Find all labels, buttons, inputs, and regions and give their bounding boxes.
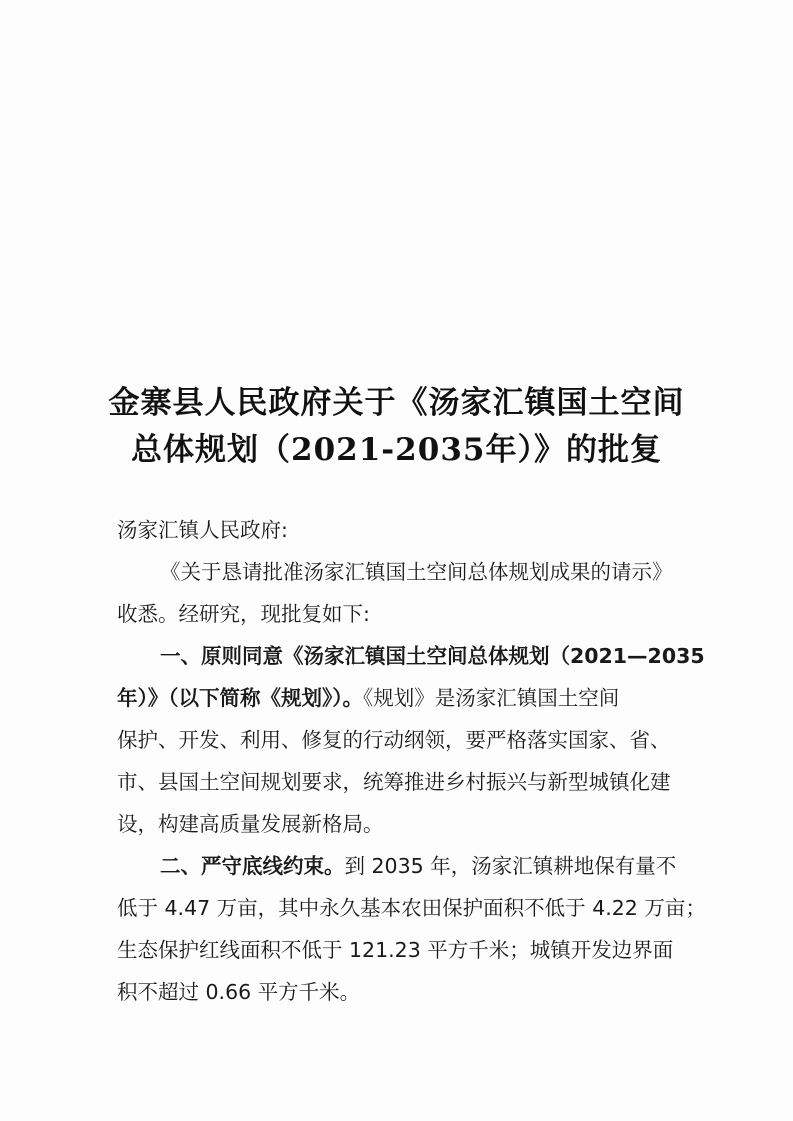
document-title-line-2: 总体规划（2021-2035年）》的批复 — [131, 432, 662, 468]
section-2-text-line-1: 到 2035 年，汤家汇镇耕地保有量不 — [344, 854, 677, 878]
section-1-line-4: 市、县国土空间规划要求，统筹推进乡村振兴与新型城镇化建 — [117, 770, 671, 794]
document-title-line-1: 金寨县人民政府关于《汤家汇镇国土空间 — [108, 385, 685, 421]
section-1-line-3: 保护、开发、利用、修复的行动纲领，要严格落实国家、省、 — [117, 728, 671, 752]
intro-line-2: 收悉。经研究，现批复如下: — [117, 602, 370, 626]
section-1-line-5: 设，构建高质量发展新格局。 — [117, 812, 384, 836]
section-1-heading-line-2: 年）》（以下简称《规划》）。 — [117, 686, 363, 710]
section-1-line-2 — [117, 681, 619, 711]
section-1-heading-line-1: 一、原则同意《汤家汇镇国土空间总体规划（2021—2035 — [160, 644, 705, 668]
salutation: 汤家汇镇人民政府: — [117, 518, 288, 542]
section-2-line-2: 低于 4.47 万亩，其中永久基本农田保护面积不低于 4.22 万亩； — [117, 896, 706, 920]
intro-line-1: 《关于恳请批准汤家汇镇国土空间总体规划成果的请示》 — [160, 560, 673, 584]
section-1-text-line-2: 《规划》是汤家汇镇国土空间 — [363, 686, 620, 710]
section-2-line-3: 生态保护红线面积不低于 121.23 平方千米；城镇开发边界面 — [117, 938, 674, 962]
section-2-line-1 — [160, 849, 676, 879]
section-2-line-4: 积不超过 0.66 平方千米。 — [117, 980, 361, 1004]
section-2-heading: 二、严守底线约束。 — [160, 854, 345, 878]
